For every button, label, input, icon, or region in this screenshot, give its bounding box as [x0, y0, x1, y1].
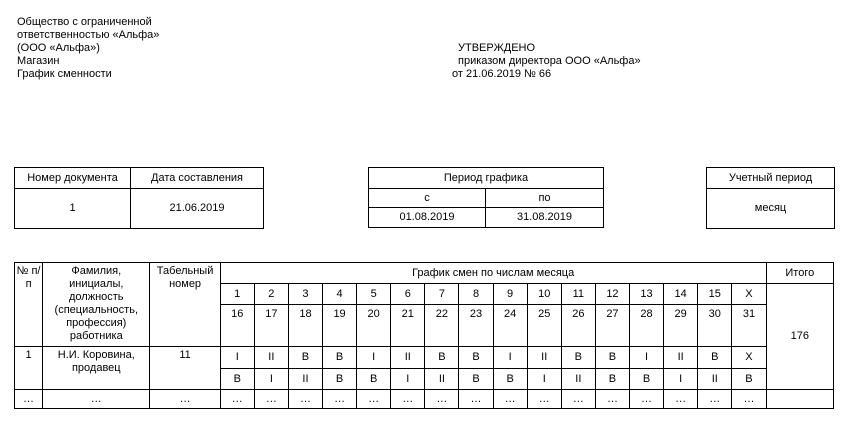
doc-date-header: Дата составления — [131, 168, 264, 189]
approval-title: УТВЕРЖДЕНО — [458, 42, 536, 54]
period-to-value: 31.08.2019 — [486, 208, 604, 228]
account-period-table — [706, 167, 835, 229]
ellipsis-cell: … — [391, 390, 425, 409]
day-number-cell: X — [732, 284, 766, 305]
shift-cell: В — [459, 347, 493, 369]
shift-cell: II — [561, 369, 595, 390]
ellipsis-cell: … — [561, 390, 595, 409]
col-header-name: Фамилия, инициалы, должность (специальность, профессия) работника — [43, 263, 150, 347]
col-header-tab-number: Табельный номер — [150, 263, 220, 347]
shift-cell: II — [664, 347, 698, 369]
ellipsis-cell: … — [425, 390, 459, 409]
shift-cell: В — [595, 347, 629, 369]
day-number-cell: 18 — [288, 305, 322, 347]
org-line-4: Магазин — [17, 55, 60, 67]
shift-cell: II — [391, 347, 425, 369]
approval-order: приказом директора ООО «Альфа» — [458, 55, 641, 67]
day-number-cell: 16 — [220, 305, 254, 347]
period-to-label: по — [486, 189, 604, 208]
employee-tab-number: 11 — [150, 347, 220, 390]
shift-cell: В — [595, 369, 629, 390]
day-number-cell: 15 — [698, 284, 732, 305]
total-hours: 176 — [766, 284, 833, 390]
day-number-cell: 12 — [595, 284, 629, 305]
shift-cell: В — [323, 347, 357, 369]
day-number-cell: 14 — [664, 284, 698, 305]
day-number-cell: 3 — [288, 284, 322, 305]
shift-cell: В — [288, 347, 322, 369]
shift-cell: I — [254, 369, 288, 390]
day-number-cell: 25 — [527, 305, 561, 347]
col-header-days: График смен по числам месяца — [220, 263, 766, 284]
day-number-cell: 24 — [493, 305, 527, 347]
shift-cell: I — [630, 347, 664, 369]
day-number-cell: 11 — [561, 284, 595, 305]
account-period-header: Учетный период — [707, 168, 835, 189]
ellipsis-cell: … — [493, 390, 527, 409]
doc-date-value: 21.06.2019 — [131, 189, 264, 229]
shift-cell: I — [220, 347, 254, 369]
shift-cell: В — [323, 369, 357, 390]
day-number-cell: 7 — [425, 284, 459, 305]
shift-cell: II — [254, 347, 288, 369]
shift-cell: В — [357, 369, 391, 390]
ellipsis-cell: … — [15, 390, 43, 409]
day-number-cell: 13 — [630, 284, 664, 305]
ellipsis-cell: … — [288, 390, 322, 409]
ellipsis-cell: … — [254, 390, 288, 409]
col-header-total: Итого — [766, 263, 833, 284]
ellipsis-cell: … — [459, 390, 493, 409]
shift-cell: I — [664, 369, 698, 390]
org-line-2: ответственностью «Альфа» — [17, 29, 160, 41]
period-from-label: с — [369, 189, 486, 208]
period-table — [368, 167, 604, 228]
shift-cell: В — [630, 369, 664, 390]
shift-cell: I — [527, 369, 561, 390]
employee-name: Н.И. Коровина, продавец — [43, 347, 150, 390]
day-number-cell: 1 — [220, 284, 254, 305]
day-number-cell: 19 — [323, 305, 357, 347]
ellipsis-cell: … — [150, 390, 220, 409]
shift-cell: II — [288, 369, 322, 390]
day-number-cell: 23 — [459, 305, 493, 347]
day-number-cell: 26 — [561, 305, 595, 347]
ellipsis-cell: … — [630, 390, 664, 409]
shift-cell: II — [425, 369, 459, 390]
shift-cell: II — [698, 369, 732, 390]
org-line-1: Общество с ограниченной — [17, 16, 152, 28]
shift-cell: I — [391, 369, 425, 390]
period-header: Период графика — [369, 168, 604, 189]
day-number-cell: 5 — [357, 284, 391, 305]
ellipsis-cell: … — [732, 390, 766, 409]
shift-cell: I — [493, 347, 527, 369]
shift-cell: В — [561, 347, 595, 369]
day-number-cell: 4 — [323, 284, 357, 305]
ellipsis-cell: … — [357, 390, 391, 409]
day-number-cell: 28 — [630, 305, 664, 347]
day-number-cell: 17 — [254, 305, 288, 347]
day-number-cell: 2 — [254, 284, 288, 305]
org-line-3: (ООО «Альфа») — [17, 42, 100, 54]
day-number-cell: 8 — [459, 284, 493, 305]
document-info-table — [14, 167, 264, 229]
day-number-cell: 6 — [391, 284, 425, 305]
day-number-cell: 9 — [493, 284, 527, 305]
account-period-value: месяц — [707, 189, 835, 229]
day-number-cell: 21 — [391, 305, 425, 347]
schedule-table — [14, 262, 834, 409]
ellipsis-total-cell — [766, 390, 833, 409]
day-number-cell: 22 — [425, 305, 459, 347]
shift-cell: В — [493, 369, 527, 390]
doc-number-value: 1 — [15, 189, 131, 229]
ellipsis-cell: … — [527, 390, 561, 409]
ellipsis-cell: … — [43, 390, 150, 409]
shift-cell: II — [527, 347, 561, 369]
shift-cell: В — [459, 369, 493, 390]
ellipsis-cell: … — [323, 390, 357, 409]
col-header-number: № п/п — [15, 263, 43, 347]
ellipsis-cell: … — [698, 390, 732, 409]
shift-cell: I — [357, 347, 391, 369]
ellipsis-cell: … — [220, 390, 254, 409]
period-from-value: 01.08.2019 — [369, 208, 486, 228]
shift-cell: В — [698, 347, 732, 369]
day-number-cell: 30 — [698, 305, 732, 347]
day-number-cell: 27 — [595, 305, 629, 347]
org-line-5: График сменности — [17, 68, 112, 80]
employee-number: 1 — [15, 347, 43, 390]
shift-cell: X — [732, 347, 766, 369]
shift-cell: В — [732, 369, 766, 390]
day-number-cell: 29 — [664, 305, 698, 347]
shift-cell: В — [220, 369, 254, 390]
doc-number-header: Номер документа — [15, 168, 131, 189]
day-number-cell: 20 — [357, 305, 391, 347]
day-number-cell: 31 — [732, 305, 766, 347]
ellipsis-cell: … — [664, 390, 698, 409]
ellipsis-cell: … — [595, 390, 629, 409]
approval-date: от 21.06.2019 № 66 — [452, 68, 552, 80]
day-number-cell: 10 — [527, 284, 561, 305]
shift-cell: В — [425, 347, 459, 369]
